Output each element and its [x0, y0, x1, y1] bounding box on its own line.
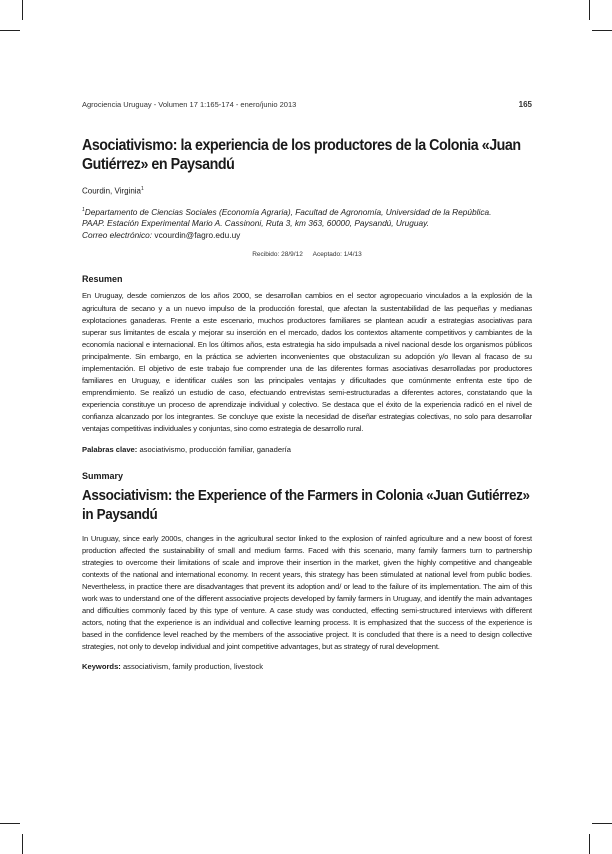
palabras-clave-values: asociativismo, producción familiar, ganadería — [139, 444, 291, 454]
palabras-clave — [82, 445, 532, 454]
crop-mark-top-right-h — [592, 30, 612, 31]
received-date: Recibido: 28/9/12 — [252, 251, 303, 259]
email-label: Correo electrónico: — [82, 230, 153, 241]
keywords-label: Keywords: — [82, 662, 121, 672]
author-superscript: 1 — [141, 186, 144, 192]
running-header — [82, 100, 532, 112]
page-number: 165 — [518, 100, 532, 109]
author-line — [82, 186, 532, 196]
resumen-heading: Resumen — [82, 274, 123, 285]
resumen-text: En Uruguay, desde comienzos de los años 2000, se desarrollan cambios en el sector agropecuario vinculados a la explosión de la agricultura de secano y a un nuevo impulso de la producción forestal, que afectan la sustentabilidad de las pequeñas y medianas explotaciones ganaderas. Frente a este escenario, muchos productores familiares se plantean acudir a estrategias asociativas para superar sus limitantes de escala y mejorar su inserción en el mercado, dados los contextos altamente competitivos y cambiantes de la economía nacional e internacional. En los últimos años, esta estrategia ha sido impulsada a nivel nacional desde los organismos públicos principalmente. Sin embargo, en la práctica se advierten inconvenientes que obstaculizan su adopción y/o llevan al fracaso de su implementación. El objetivo de este trabajo fue comprender una de las diferentes formas asociativas desarrolladas por productores familiares en Uruguay, e identificar cuáles son las principales ventajas y dificultades que comúnmente enfrenta este tipo de emprendimiento. Se realizó un estudio de caso, efectuando entrevistas semi-estructuradas a diferentes actores, constatando que la experiencia constituye un proceso de aprendizaje individual y colectivo. Se destaca que el éxito de la experiencia radicó en el nivel de confianza alcanzado por los integrantes. Se concluye que existe la necesidad de diseñar estrategias colectivas, no solo para desarrollar ventajas competitivas individuales y conjuntas, sino como estrategia de desarrollo rural. — [82, 291, 532, 434]
crop-mark-bottom-left-v — [22, 834, 23, 854]
summary-text: In Uruguay, since early 2000s, changes in the agricultural sector linked to the explosion of rainfed agriculture and a new boost of forest production affected the sustainability of small and medium farms. Faced with this scenario, many family farmers turn to partnership strategies to overcome their limitations of scale and improve their insertion in the market, given the highly competitive and changeable contexts of the national and international economy. In recent years, this strategy has been stimulated at national level from public bodies. Nevertheless, in practice there are disadvantages that prevent its adoption and/ or lead to the failure of its implementation. The aim of this work was to understand one of the different associative projects developed by family farmers in Uruguay, and identify the main advantages and difficulties commonly faced by this type of venture. A case study was conducted, effecting semi-structured interviews with different actors, noting that the experience is an individual and collective learning process. It is emphasized that the success of the experience is based in the confidence level reached by the members of the associative project. It is concluded that there is a need to design collective strategies, not only to develop individual and joint competitive advantages, but as strategy of rural development. — [82, 533, 532, 652]
affiliation-block — [82, 204, 532, 242]
crop-mark-bottom-left-h — [0, 823, 20, 824]
keywords — [82, 662, 532, 671]
journal-citation: Agrociencia Uruguay - Volumen 17 1:165-174 - enero/junio 2013 — [82, 100, 297, 109]
affiliation-line-2: PAAP. Estación Experimental Mario A. Cassinoni, Ruta 3, km 363, 60000, Paysandú, Uruguay. — [82, 218, 429, 229]
accepted-date: Aceptado: 1/4/13 — [312, 251, 362, 259]
author-name: Courdin, Virginia — [82, 186, 141, 196]
article-title-english: Associativism: the Experience of the Farmers in Colonia «Juan Gutiérrez» in Paysandú — [82, 487, 530, 523]
crop-mark-top-left-v — [22, 0, 23, 20]
crop-mark-bottom-right-h — [592, 823, 612, 824]
article-title-spanish: Asociativismo: la experiencia de los productores de la Colonia «Juan Gutiérrez» en Paysandú — [82, 137, 521, 173]
affiliation-line-1: $^1$Departamento de Ciencias Sociales (Economía Agraria), Facultad de Agronomía, Universidad de la República. — [82, 206, 492, 217]
summary-heading: Summary — [82, 470, 124, 481]
palabras-clave-label: Palabras clave: — [82, 444, 138, 454]
crop-mark-top-right-v — [589, 0, 590, 20]
crop-mark-bottom-right-v — [589, 834, 590, 854]
keywords-values: associativism, family production, livestock — [122, 662, 264, 672]
submission-dates — [82, 251, 532, 258]
crop-mark-top-left-h — [0, 30, 20, 31]
email-line — [82, 229, 532, 241]
article-body — [82, 136, 532, 671]
email-address[interactable]: vcourdin@fagro.edu.uy — [154, 230, 241, 241]
affiliation-superscript: 1 — [82, 206, 85, 213]
